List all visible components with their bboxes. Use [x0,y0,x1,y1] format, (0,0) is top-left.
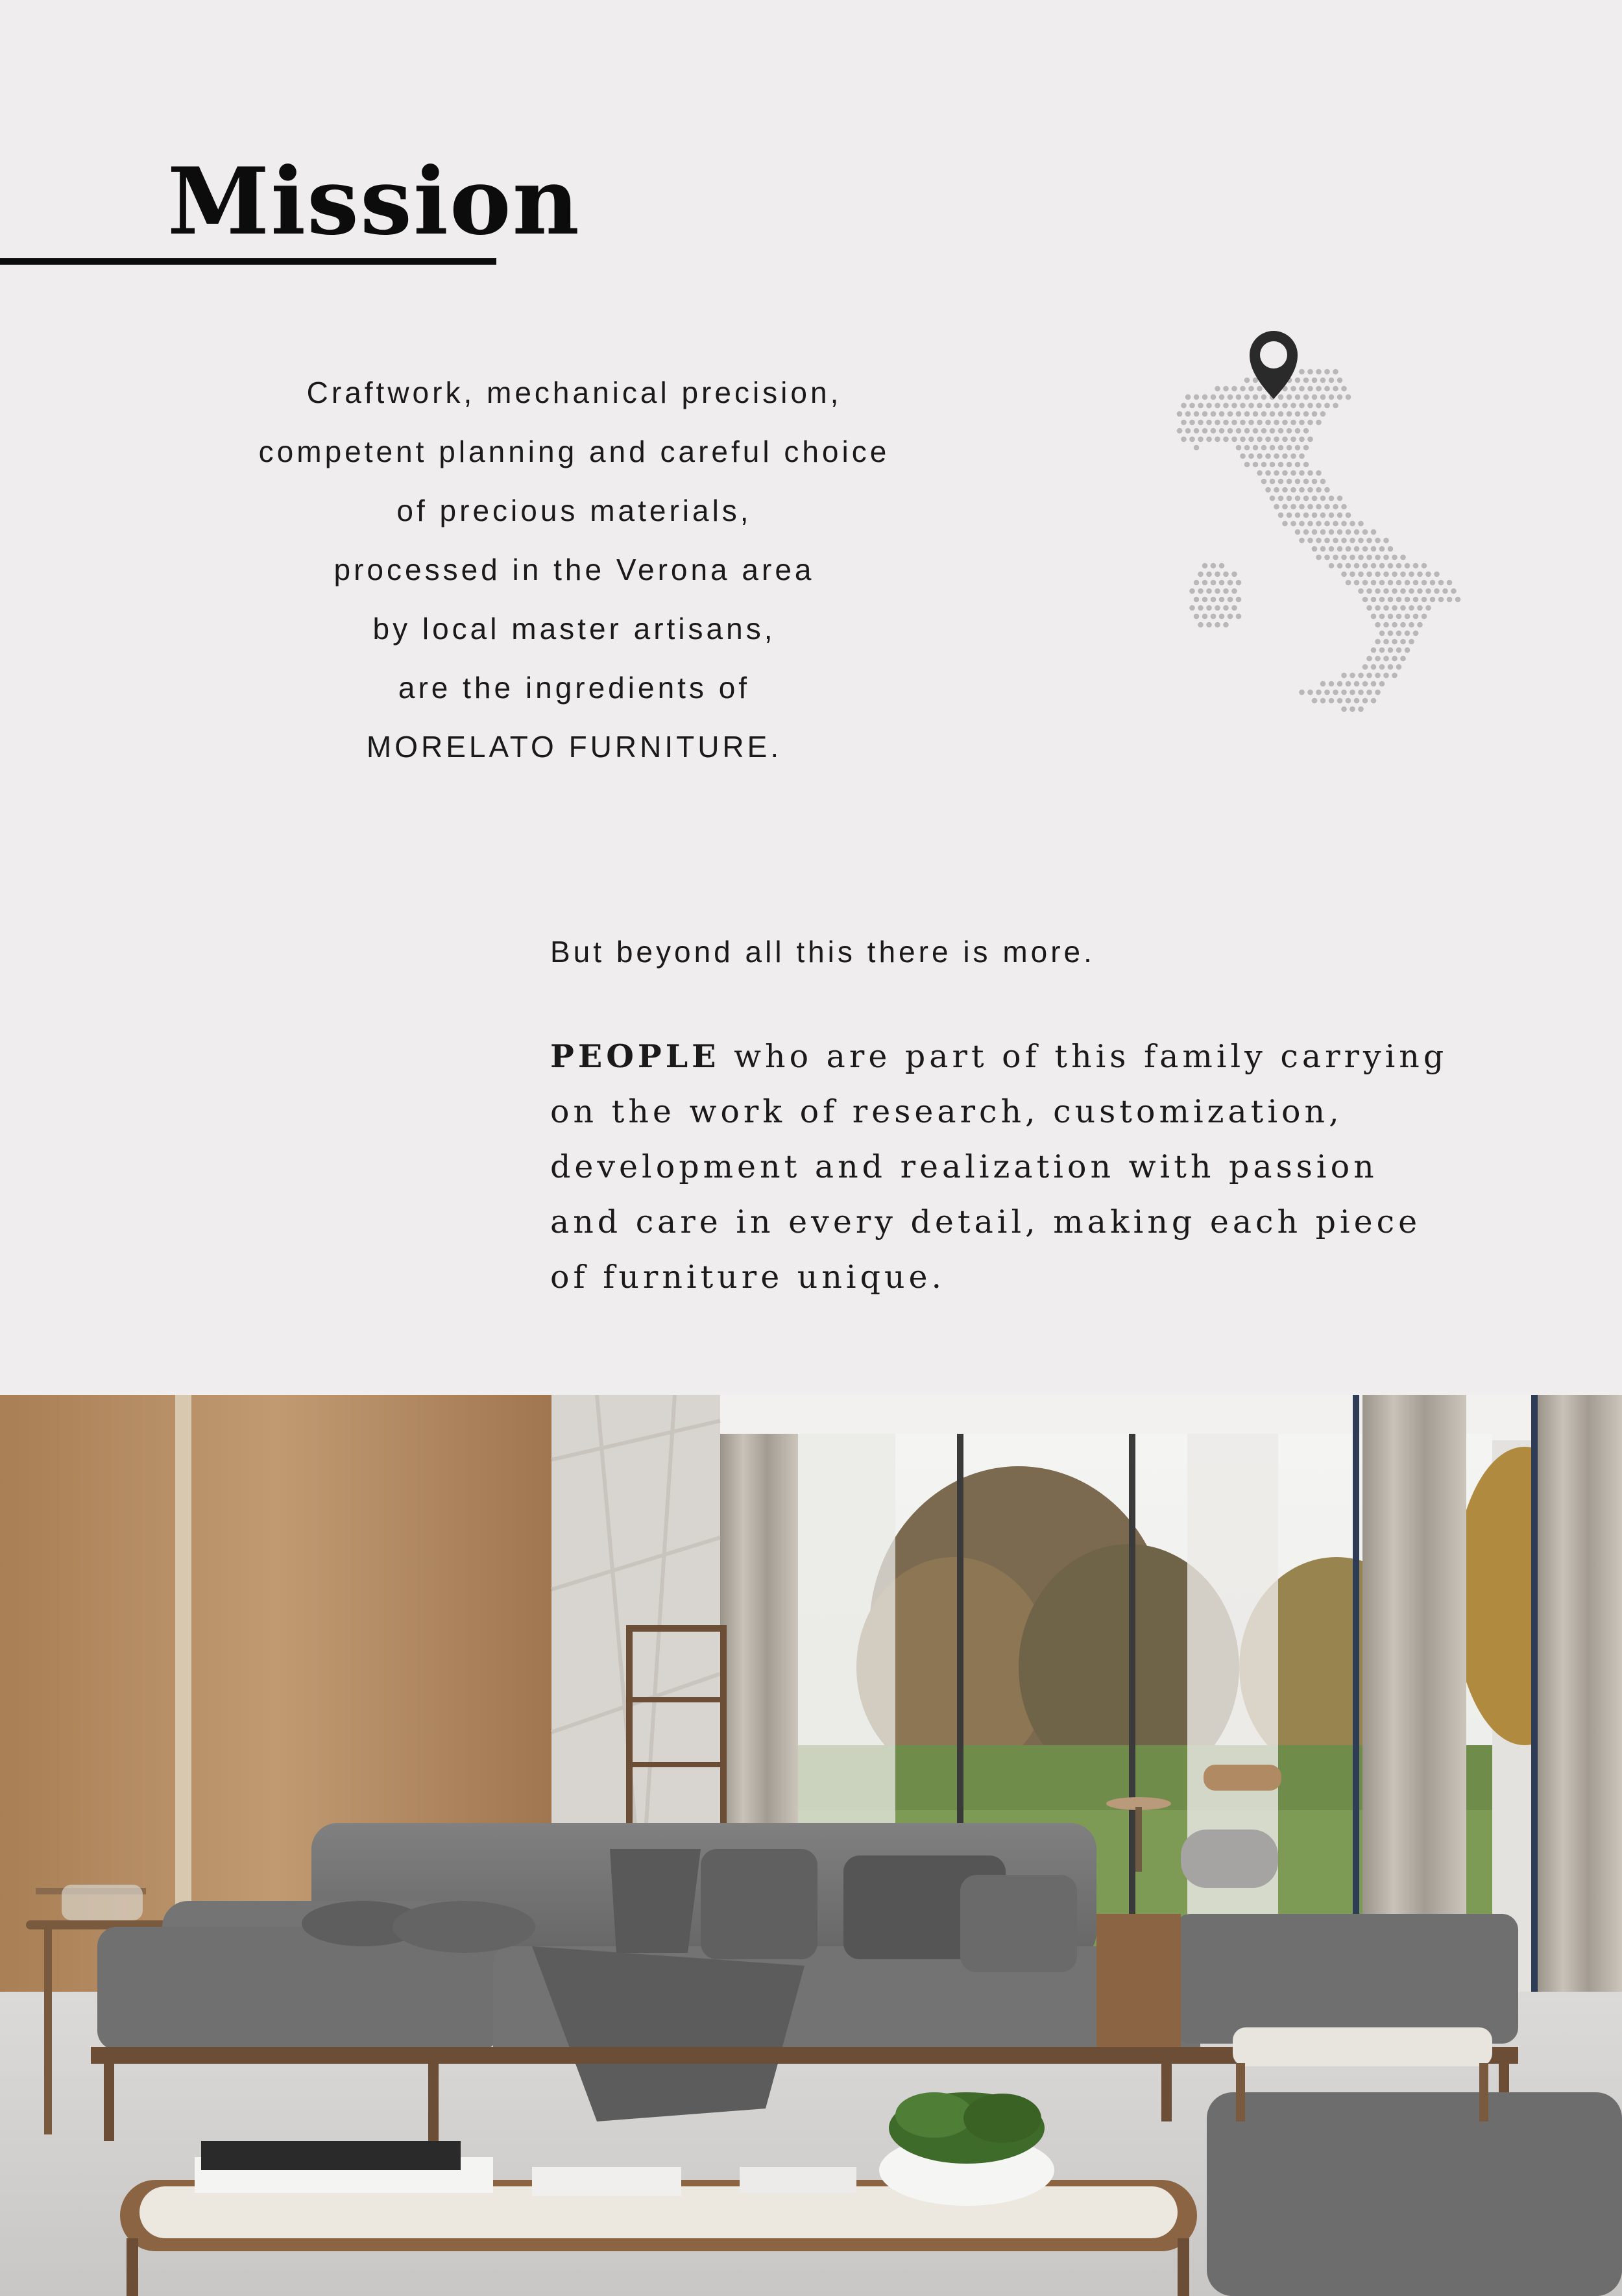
people-paragraph [550,1029,1556,1305]
people-line: development and realization with passion [550,1148,1378,1185]
intro-line: of precious materials, [396,494,752,527]
intro-line: competent planning and careful choice [258,435,890,468]
people-line: and care in every detail, making each piece [550,1203,1422,1240]
page-title: Mission [167,148,581,256]
intro-line: processed in the Verona area [333,553,815,586]
intro-paragraph [182,363,967,777]
intro-line: MORELATO FURNITURE. [366,730,782,764]
intro-line: by local master artisans, [372,612,776,646]
intro-line: are the ingredients of [398,671,751,705]
people-line: on the work of research, customization, [550,1093,1343,1130]
people-keyword: PEOPLE [550,1037,720,1075]
location-pin-icon [1250,331,1298,399]
title-underline [0,258,496,265]
italy-dotted-map-icon [1168,328,1473,730]
people-line: of furniture unique. [550,1259,946,1296]
intro-line: Craftwork, mechanical precision, [306,376,842,409]
living-room-photo [0,1395,1622,2296]
people-line: PEOPLE who are part of this family carrying [550,1037,1448,1075]
lead-sentence: But beyond all this there is more. [550,935,1095,969]
